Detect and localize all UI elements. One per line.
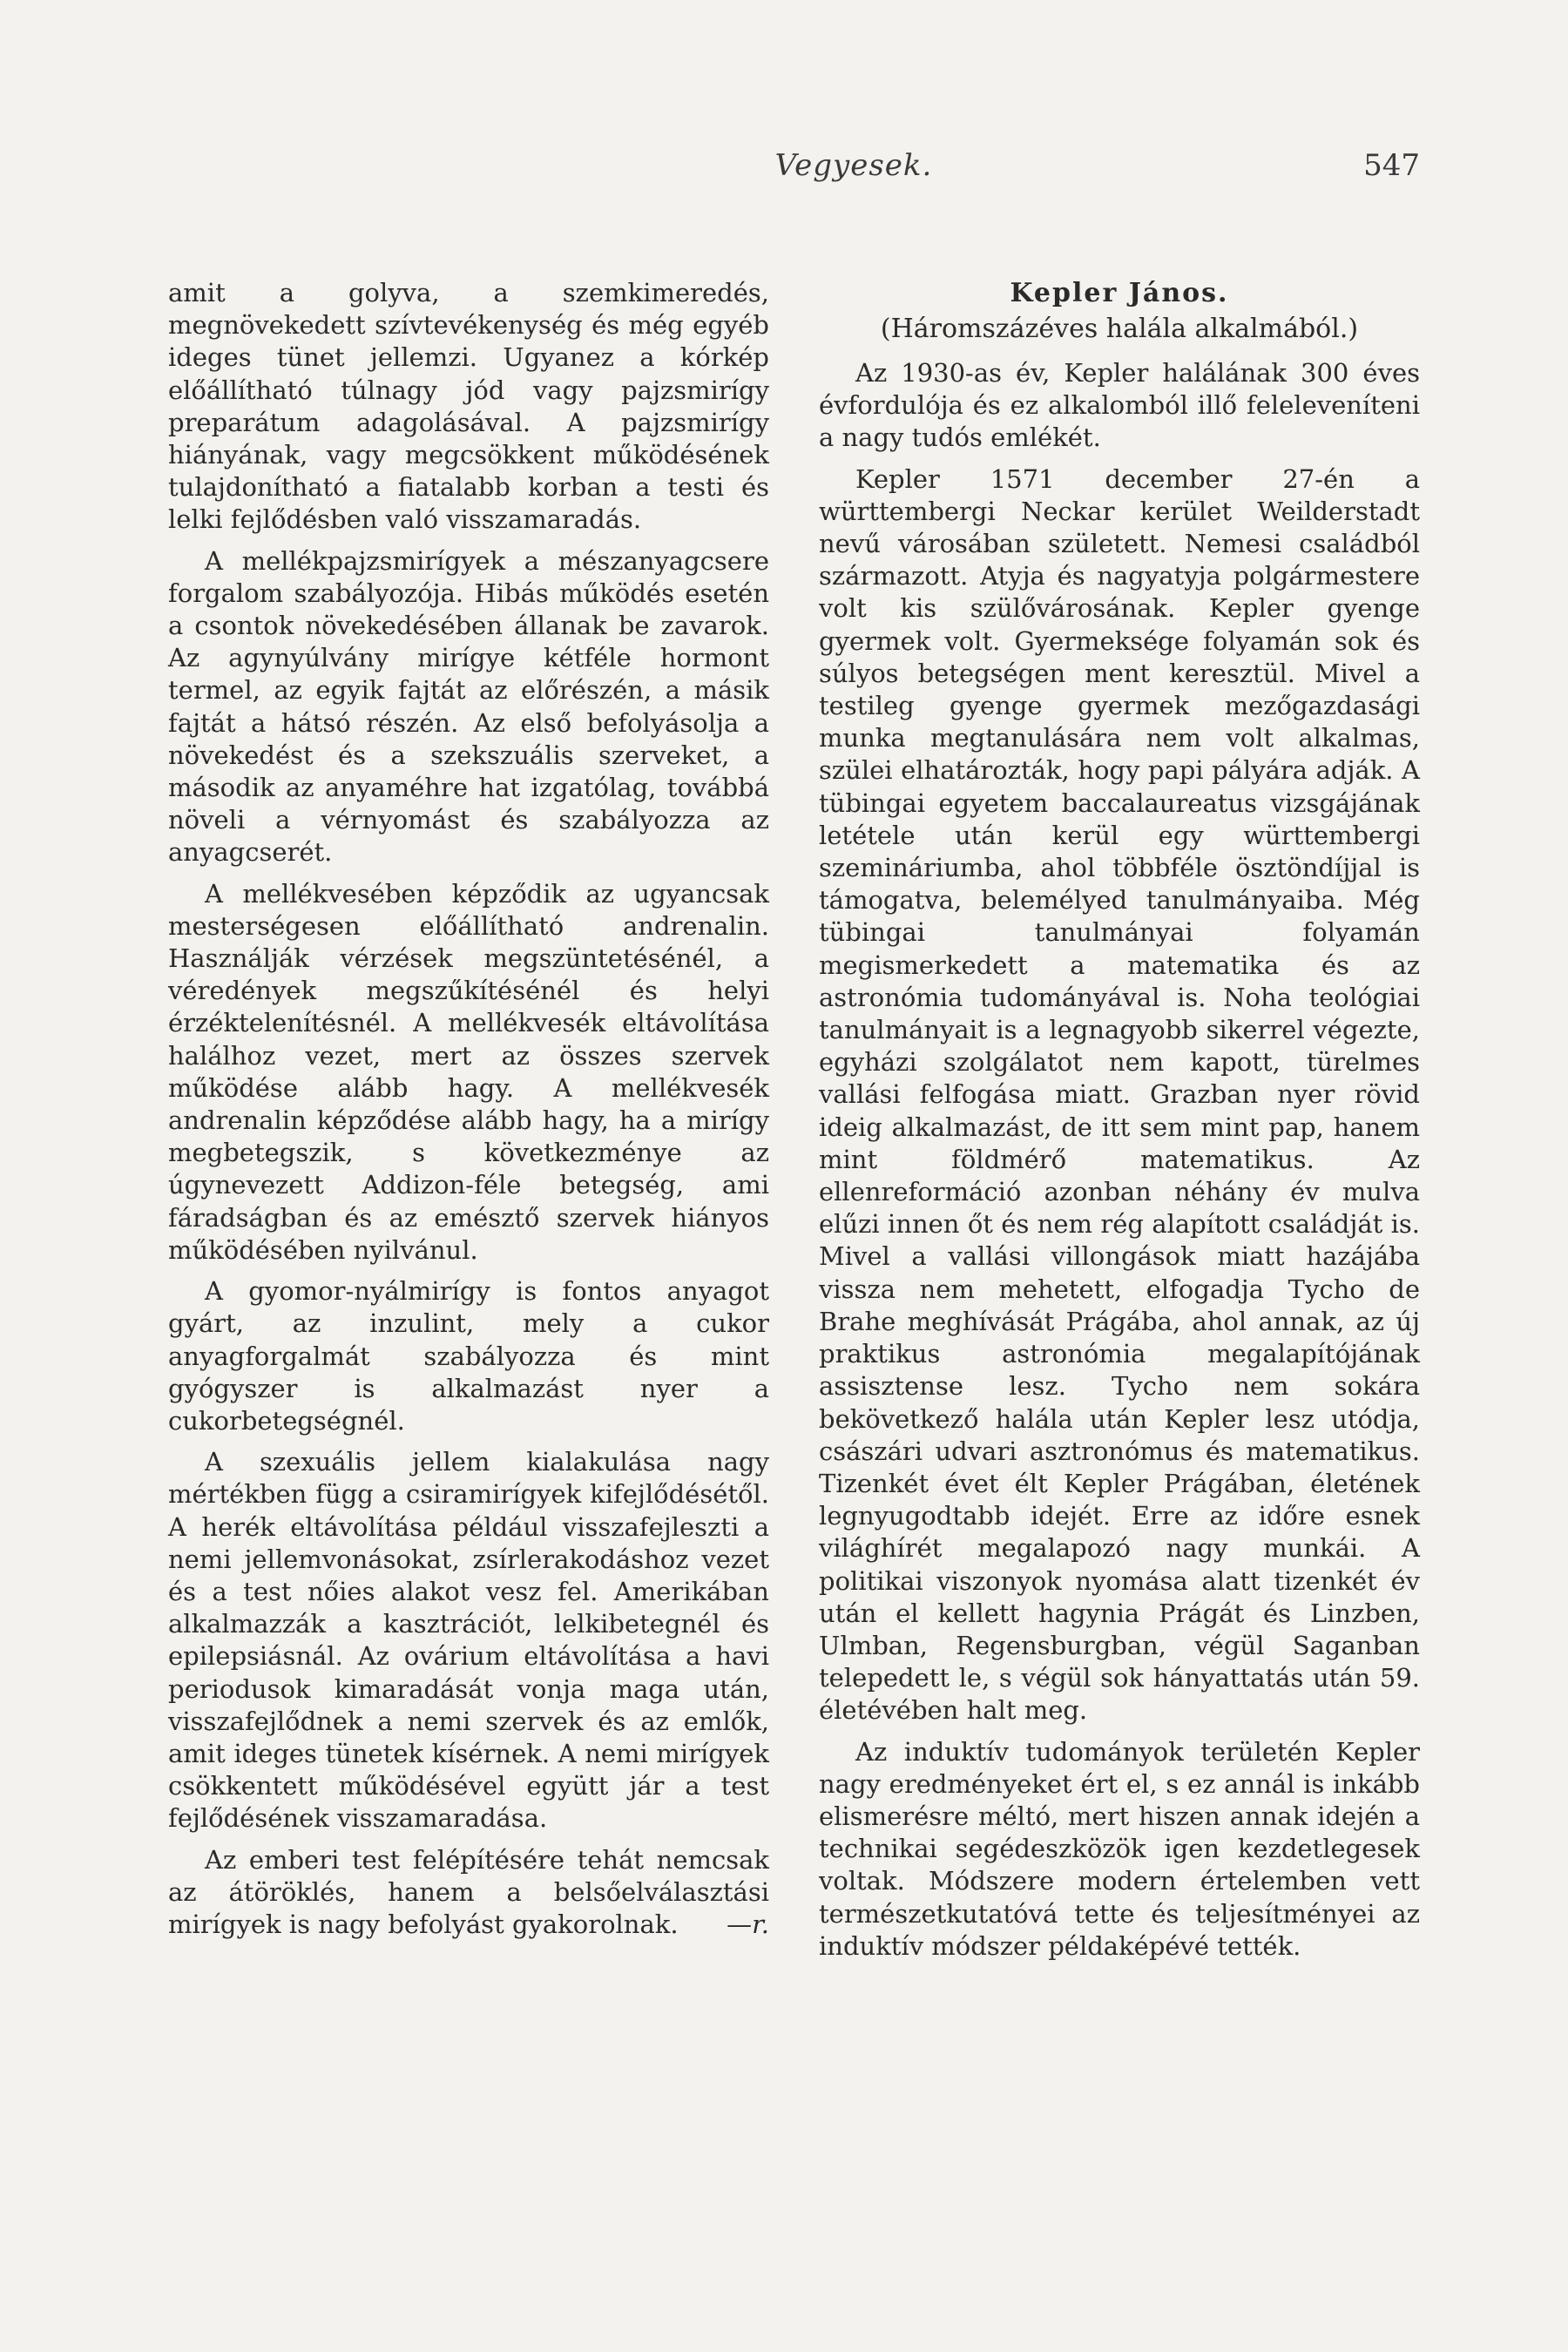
page-number: 547	[1363, 148, 1420, 183]
paragraph: Az induktív tudományok területén Kepler nagy eredményeket ért el, s ez annál is inkább elismerésre méltó, mert hiszen annak idején a technikai segédeszközök igen kezdetlegesek voltak. Módszere modern értelemben vett természetkutatóvá tette és teljesítményei az induktív módszer példaképévé tették.	[819, 1736, 1420, 1961]
page-header	[166, 148, 1420, 200]
paragraph: Az 1930-as év, Kepler halálának 300 éves évfordulója és ez alkalomból illő feleleveníteni a nagy tudós emlékét.	[819, 358, 1420, 453]
paragraph: A gyomor-nyálmirígy is fontos anyagot gyárt, az inzulint, mely a cukor anyagforgalmát szabályozza és mint gyógyszer is alkalmazást nyer a cukorbetegségnél.	[168, 1276, 769, 1436]
left-column	[168, 277, 769, 1950]
paragraph: A mellékpajzsmirígyek a mészanyagcsere forgalom szabályozója. Hibás működés esetén a csontok növekedésében állanak be zavarok. Az agynyúlvány mirígye kétféle hormont termel, az egyik fajtát az előrészén, a másik fajtát a hátsó részén. Az első befolyásolja a növekedést és a szekszuális szerveket, a második az anyaméhre hat izgatólag, továbbá növeli a vérnyomást és szabályozza az anyagcserét.	[168, 545, 769, 868]
paragraph: A mellékvesében képződik az ugyancsak mesterségesen előállítható andrenalin. Használják vérzések megszüntetésénél, a véredények megszűkítésénél és helyi érzéktelenítésnél. A mellékvesék eltávolítása halálhoz vezet, mert az összes szervek működése alább hagy. A mellékvesék andrenalin képződése alább hagy, ha a mirígy megbetegszik, s következménye az úgynevezett Addizon-féle betegség, ami fáradságban és az emésztő szervek hiányos működésében nyilvánul.	[168, 878, 769, 1265]
running-title: Vegyesek.	[774, 148, 933, 183]
article-subtitle: (Háromszázéves halála alkalmából.)	[880, 314, 1359, 344]
paragraph-closing	[168, 1844, 769, 1942]
paragraph: A szexuális jellem kialakulása nagy mértékben függ a csiramirígyek kifejlődésétől. A herék eltávolítása például visszafejleszti a nemi jellemvonásokat, zsírlerakodáshoz vezet és a test nőies alakot vesz fel. Amerikában alkalmazzák a kasztrációt, lelkibetegnél és epilepsiásnál. Az ovárium eltávolítása a havi periodusok kimaradását vonja maga után, visszafejlődnek a nemi szervek és az emlők, amit ideges tünetek kísérnek. A nemi mirígyek csökkentett működésével együtt jár a test fejlődésének visszamaradása.	[168, 1447, 769, 1834]
author-signature: —r.	[727, 1909, 769, 1939]
paragraph: amit a golyva, a szemkimeredés, megnövekedett szívtevékenység és még egyéb ideges tünet jellemzi. Ugyanez a kórkép előállítható túlnagy jód vagy pajzsmirígy preparátum adagolásával. A pajzsmirígy hiányának, vagy megcsökkent működésének tulajdonítható a fiatalabb korban a testi és lelki fejlődésben való visszamaradás.	[168, 278, 769, 535]
article-title: Kepler János.	[1010, 278, 1229, 308]
paragraph-text: Az emberi test felépítésére tehát nemcsak az átöröklés, hanem a belsőelválasztási mirígyek is nagy befolyást gyakorolnak.	[168, 1844, 769, 1939]
right-column	[819, 277, 1420, 1971]
paragraph: Kepler 1571 december 27-én a württembergi Neckar kerület Weilderstadt nevű városában született. Nemesi családból származott. Atyja és nagyatyja polgármestere volt kis szülővárosának. Kepler gyenge gyermek volt. Gyermeksége folyamán sok és súlyos betegségen ment keresztül. Mivel a testileg gyenge gyermek mezőgazdasági munka megtanulására nem volt alkalmas, szülei elhatározták, hogy papi pályára adják. A tübingai egyetem baccalaureatus vizsgájának letétele után kerül egy württembergi szemináriumba, ahol többféle ösztöndíjjal is támogatva, belemélyed tanulmányaiba. Még tübingai tanulmányai folyamán megismerkedett a matematika és az astronómia tudományával is. Noha teológiai tanulmányait is a legnagyobb sikerrel végezte, egyházi szolgálatot nem kapott, türelmes vallási felfogása miatt. Grazban nyer rövid ideig alkalmazást, de itt sem mint pap, hanem mint földmérő matematikus. Az ellenreformáció azonban néhány év mulva elűzi innen őt és nem rég alapított családját is. Mivel a vallási villongások miatt hazájába vissza nem mehetett, elfogadja Tycho de Brahe meghívását Prágába, ahol annak, az új praktikus astronómia megalapítójának assisztense lesz. Tycho nem sokára bekövetkező halála után Kepler lesz utódja, császári udvari asztronómus és matematikus. Tizenkét évet élt Kepler Prágában, életének legnyugodtabb idejét. Erre az időre esnek világhírét megalapozó nagy munkái. A politikai viszonyok nyomása alatt tizenkét év után el kellett hagynia Prágát és Linzben, Ulmban, Regensburgban, végül Saganban telepedett le, s végül sok hányattatás után 59. életévében halt meg.	[819, 463, 1420, 1726]
